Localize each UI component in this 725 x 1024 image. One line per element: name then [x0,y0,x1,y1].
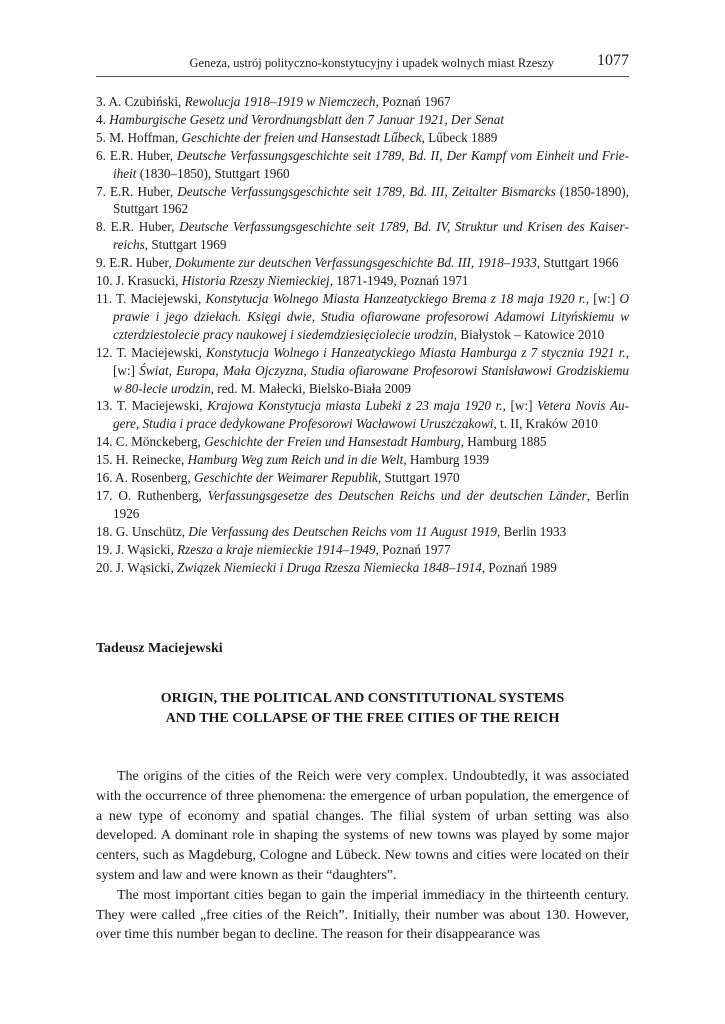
bibliography-entry: 14. C. Mönckeberg, Geschichte der Freien und Hansestadt Hamburg, Hamburg 1885 [96,434,547,450]
bibliography-entry: 6. E.R. Huber, Deutsche Verfassungsgeschichte seit 1789, Bd. II, Der Kampf vom Einheit und Frieiheit (1830–1850), Stuttgart 1960 [96,147,629,181]
running-title: Geneza, ustrój polityczno-konstytucyjny i upadek wolnych miast Rzeszy [189,56,554,70]
page-number: 1077 [597,52,629,69]
bibliography-entry: 4. Hamburgische Gesetz und Verordnungsblatt den 7 Januar 1921, Der Senat [96,111,505,127]
bibliography-entry: 17. O. Ruthenberg, Verfassungsgesetze des Deutschen Reichs und der deutschen Länder, Berlin 1926 [96,487,629,521]
bibliography-entry: 16. A. Rosenberg, Geschichte der Weimarer Republik, Stuttgart 1970 [96,470,460,486]
paragraph: The origins of the cities of the Reich were very complex. Undoubtedly, it was associated with the occurrence of three phenomena: the emergence of urban population, the emergence of a new type of economy and spatial changes. The filial system of urban setting was also developed. A dominant role in shaping the systems of new towns was played by some major centers, such as Magdeburg, Cologne and Lübeck. New towns and cities were located on their system and law and were known as their “daughters”. [96,769,629,883]
bibliography-entry: 8. E.R. Huber, Deutsche Verfassungsgeschichte seit 1789, Bd. IV, Struktur und Krisen des Kaiserreichs, Stuttgart 1969 [96,219,630,253]
bibliography-entry: 5. M. Hoffman, Geschichte der freien und Hansestadt Lűbeck, Lűbeck 1889 [96,129,498,145]
article-title-line: AND THE COLLAPSE OF THE FREE CITIES OF THE REICH [165,711,560,726]
bibliography-entry: 20. J. Wąsicki, Związek Niemiecki i Druga Rzesza Niemiecka 1848–1914, Poznań 1989 [96,559,557,575]
bibliography-entry: 12. T. Maciejewski, Konstytucja Wolnego i Hanzeatyckiego Miasta Hamburga z 7 stycznia 1921 r., [w:] Świat, Europa, Mała Ojczyzna, Studia ofiarowane Profesorowi Stanisławowi Grodziskiemu w 80-lecie urodzin, red. M. Małecki, Bielsko-Biała 2009 [96,344,629,396]
bibliography-entry: 10. J. Krasucki, Historia Rzeszy Niemieckiej, 1871-1949, Poznań 1971 [96,273,469,289]
article-title-line: ORIGIN, THE POLITICAL AND CONSTITUTIONAL SYSTEMS [160,691,565,706]
bibliography-entry: 11. T. Maciejewski, Konstytucja Wolnego Miasta Hanzeatyckiego Brema z 18 maja 1920 r., [w:] O prawie i jego dziełach. Księgi dwie, Studia ofiarowane profesorowi Adamowi Lityńskiemu w czterdziestolecie pracy naukowej i siedemdziesięciolecie urodzin, Białystok – Katowice 2010 [96,290,629,342]
bibliography-entry: 18. G. Unschütz, Die Verfassung des Deutschen Reichs vom 11 August 1919, Berlin 1933 [96,523,567,539]
bibliography-entry: 15. H. Reinecke, Hamburg Weg zum Reich und in die Welt, Hamburg 1939 [96,452,490,468]
bibliography-list [96,93,629,576]
bibliography-entry: 19. J. Wąsicki, Rzesza a kraje niemieckie 1914–1949, Poznań 1977 [96,541,451,557]
bibliography-entry: 3. A. Czubiński, Rewolucja 1918–1919 w Niemczech, Poznań 1967 [96,94,451,109]
bibliography-entry: 13. T. Maciejewski, Krajowa Konstytucja miasta Lubeki z 23 maja 1920 r., [w:] Vetera Novis Augere, Studia i prace dedykowane Profesorowi Wacławowi Uruszczakowi, t. II, Kraków 2010 [96,398,629,432]
article-title [96,689,629,729]
abstract-body [96,767,629,945]
page-header [96,50,629,77]
author-name: Tadeusz Maciejewski [96,641,223,656]
bibliography-entry: 7. E.R. Huber, Deutsche Verfassungsgeschichte seit 1789, Bd. III, Zeitalter Bismarcks (1850-1890), Stuttgart 1962 [96,183,629,217]
bibliography-entry: 9. E.R. Huber, Dokumente zur deutschen Verfassungsgeschichte Bd. III, 1918–1933, Stuttgart 1966 [96,255,619,271]
paragraph: The most important cities began to gain the imperial immediacy in the thirteenth century. They were called „free cities of the Reich”. Initially, their number was about 130. However, over time this number began to decline. The reason for their disappearance was [96,887,629,943]
